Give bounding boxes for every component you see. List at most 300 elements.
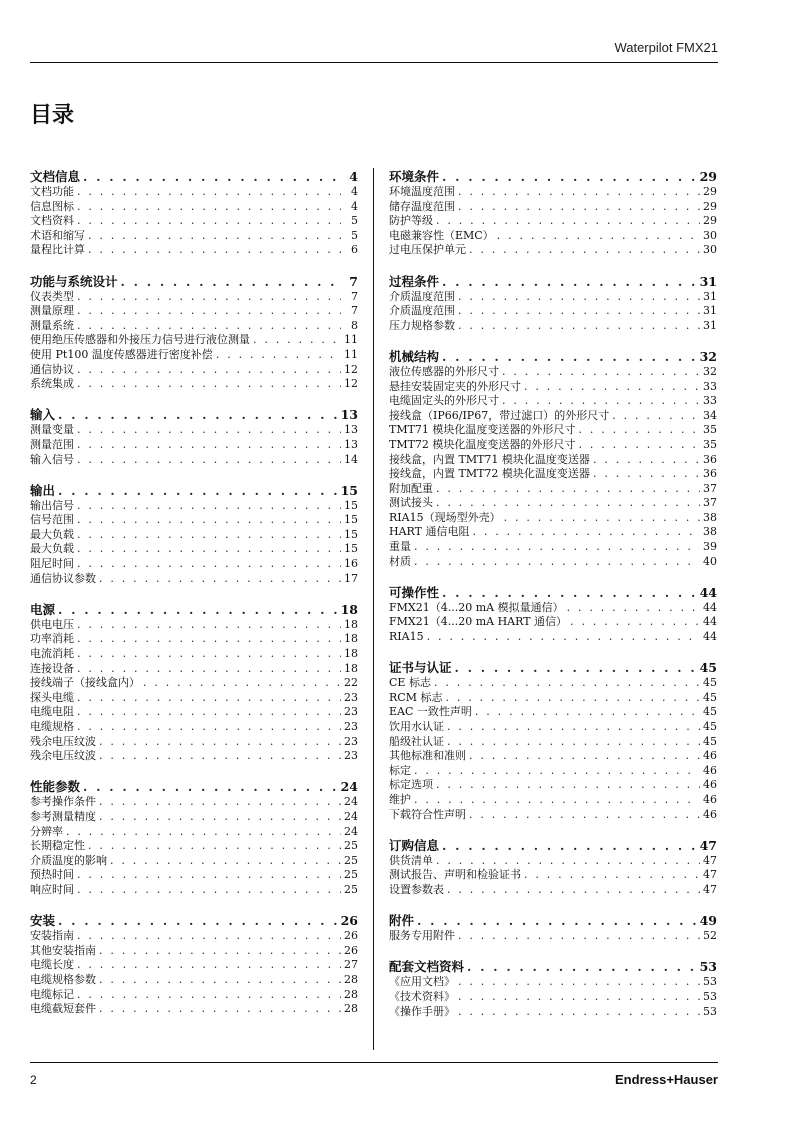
- toc-entry-title: 标定选项: [389, 778, 433, 792]
- toc-leader: [77, 304, 341, 319]
- toc-entry-title: 设置参数表: [389, 882, 444, 896]
- toc-section-heading[interactable]: [30, 912, 358, 929]
- toc-entry[interactable]: [30, 363, 358, 378]
- toc-leader: [442, 168, 697, 185]
- toc-entry[interactable]: [389, 394, 717, 409]
- toc-entry-page: 27: [344, 958, 358, 972]
- toc-leader: [458, 1005, 700, 1020]
- toc-section: [30, 168, 358, 258]
- toc-section-page: 4: [349, 169, 358, 184]
- toc-entry-page: 23: [344, 734, 358, 748]
- toc-entry[interactable]: [30, 438, 358, 453]
- toc-section-title: 附件: [389, 913, 415, 929]
- toc-entry[interactable]: [30, 618, 358, 633]
- toc-entry[interactable]: [30, 348, 358, 363]
- toc-leader: [83, 168, 341, 185]
- toc-section: [389, 348, 717, 569]
- toc-section-page: 26: [340, 913, 358, 929]
- toc-entry[interactable]: [30, 662, 358, 677]
- toc-leader: [77, 557, 341, 572]
- toc-leader: [77, 363, 341, 378]
- toc-leader: [436, 496, 700, 511]
- toc-entry[interactable]: [30, 810, 358, 825]
- toc-entry[interactable]: [30, 243, 358, 258]
- toc-leader: [612, 409, 700, 424]
- toc-entry[interactable]: [389, 525, 717, 540]
- toc-entry-title: 《应用文档》: [389, 975, 455, 989]
- toc-section-heading[interactable]: [389, 348, 717, 365]
- toc-entry[interactable]: [389, 749, 717, 764]
- toc-leader: [524, 868, 700, 883]
- toc-entry[interactable]: [30, 185, 358, 200]
- toc-entry-title: 电缆固定头的外形尺寸: [389, 394, 499, 408]
- footer-rule: [30, 1062, 718, 1063]
- toc-entry-page: 35: [703, 437, 717, 451]
- toc-leader: [578, 423, 700, 438]
- toc-leader: [458, 929, 700, 944]
- toc-entry-title: 通信协议参数: [30, 571, 96, 585]
- toc-leader: [77, 290, 341, 305]
- toc-entry[interactable]: [30, 200, 358, 215]
- toc-entry-page: 44: [703, 600, 717, 614]
- toc-entry[interactable]: [389, 676, 717, 691]
- toc-entry-title: 输出信号: [30, 498, 74, 512]
- toc-entry[interactable]: [389, 720, 717, 735]
- toc-entry-page: 23: [344, 690, 358, 704]
- toc-entry-title: 介质温度的影响: [30, 853, 107, 867]
- toc-entry[interactable]: [30, 825, 358, 840]
- toc-entry-page: 15: [344, 542, 358, 556]
- toc-entry-page: 38: [703, 525, 717, 539]
- toc-entry[interactable]: [389, 601, 717, 616]
- toc-entry-page: 29: [703, 185, 717, 198]
- toc-entry-page: 53: [703, 1004, 717, 1018]
- toc-section: [389, 584, 717, 645]
- toc-entry-page: 28: [344, 987, 358, 1001]
- toc-entry[interactable]: [389, 778, 717, 793]
- toc-entry[interactable]: [389, 705, 717, 720]
- toc-leader: [524, 380, 700, 395]
- toc-leader: [77, 513, 341, 528]
- toc-leader: [467, 958, 697, 975]
- toc-section-heading[interactable]: [30, 778, 358, 795]
- toc-entry[interactable]: [30, 647, 358, 662]
- toc-entry-page: 11: [344, 347, 358, 361]
- toc-section-page: 32: [699, 348, 717, 364]
- toc-entry[interactable]: [30, 499, 358, 514]
- toc-entry[interactable]: [30, 883, 358, 898]
- toc-entry-title: 介质温度范围: [389, 289, 455, 303]
- toc-leader: [593, 467, 700, 482]
- toc-entry[interactable]: [389, 808, 717, 823]
- toc-entry-title: 《技术资料》: [389, 989, 455, 1003]
- toc-leader: [442, 348, 697, 365]
- toc-entry-page: 15: [344, 513, 358, 527]
- toc-section-title: 输出: [30, 482, 56, 498]
- toc-leader: [458, 319, 700, 334]
- toc-entry[interactable]: [389, 243, 717, 258]
- toc-section-title: 性能参数: [30, 779, 81, 795]
- toc-leader: [77, 691, 341, 706]
- toc-entry-page: 29: [703, 214, 717, 228]
- toc-leader: [77, 499, 341, 514]
- toc-entry-page: 46: [703, 763, 717, 777]
- toc-leader: [77, 705, 341, 720]
- toc-entry-title: RIA15: [389, 630, 424, 644]
- toc-entry-title: 测量范围: [30, 437, 74, 451]
- toc-entry[interactable]: [389, 229, 717, 244]
- toc-leader: [455, 659, 697, 676]
- toc-entry-title: 输入信号: [30, 452, 74, 466]
- toc-entry-page: 16: [344, 557, 358, 571]
- toc-leader: [502, 394, 700, 409]
- toc-leader: [99, 735, 341, 750]
- toc-entry[interactable]: [389, 883, 717, 898]
- toc-entry-title: 参考测量精度: [30, 809, 96, 823]
- toc-entry-page: 4: [351, 185, 358, 198]
- toc-leader: [504, 511, 700, 526]
- toc-entry[interactable]: [30, 453, 358, 468]
- toc-entry-title: 测试报告、声明和检验证书: [389, 868, 521, 882]
- toc-entry[interactable]: [389, 214, 717, 229]
- toc-entry-title: 附加配重: [389, 481, 433, 495]
- toc-entry[interactable]: [30, 705, 358, 720]
- toc-entry-page: 8: [351, 318, 358, 332]
- toc-leader: [99, 944, 341, 959]
- toc-entry-title: 压力规格参数: [389, 318, 455, 332]
- toc-leader: [58, 912, 338, 929]
- toc-leader: [77, 377, 341, 392]
- toc-column-left: [30, 168, 358, 1031]
- toc-entry[interactable]: [389, 453, 717, 468]
- toc-entry[interactable]: [389, 423, 717, 438]
- toc-entry-title: 电缆长度: [30, 958, 74, 972]
- toc-entry-page: 47: [703, 868, 717, 882]
- toc-entry-page: 24: [344, 824, 358, 838]
- toc-entry-page: 5: [351, 214, 358, 228]
- toc-entry-title: 接线盒，内置 TMT72 模块化温度变送器: [389, 467, 590, 481]
- toc-entry-title: 术语和缩写: [30, 228, 85, 242]
- toc-entry-title: HART 通信电阻: [389, 525, 470, 539]
- toc-section-heading[interactable]: [30, 482, 358, 499]
- toc-entry[interactable]: [30, 839, 358, 854]
- toc-entry[interactable]: [30, 868, 358, 883]
- toc-entry-page: 40: [703, 554, 717, 568]
- toc-entry-title: 储存温度范围: [389, 199, 455, 213]
- toc-entry[interactable]: [30, 304, 358, 319]
- toc-entry[interactable]: [30, 676, 358, 691]
- toc-entry[interactable]: [389, 438, 717, 453]
- toc-entry-page: 23: [344, 705, 358, 719]
- toc-entry[interactable]: [389, 990, 717, 1005]
- toc-entry-title: 电缆规格参数: [30, 972, 96, 986]
- toc-entry-page: 46: [703, 807, 717, 821]
- toc-entry-title: 测试接头: [389, 496, 433, 510]
- toc-entry[interactable]: [389, 691, 717, 706]
- toc-section: [389, 912, 717, 944]
- toc-entry-page: 12: [344, 377, 358, 391]
- toc-entry-title: 重量: [389, 540, 411, 554]
- toc-entry-page: 29: [703, 199, 717, 213]
- toc-entry[interactable]: [389, 365, 717, 380]
- toc-leader: [414, 793, 700, 808]
- toc-entry[interactable]: [30, 854, 358, 869]
- toc-entry[interactable]: [30, 542, 358, 557]
- toc-entry-title: 接线端子（接线盒内）: [30, 676, 140, 690]
- toc-leader: [77, 319, 341, 334]
- toc-entry-title: 使用绝压传感器和外接压力信号进行液位测量: [30, 333, 250, 347]
- toc-entry[interactable]: [30, 377, 358, 392]
- toc-section-heading[interactable]: [389, 912, 717, 929]
- toc-entry[interactable]: [30, 795, 358, 810]
- toc-section-heading[interactable]: [389, 958, 717, 975]
- toc-entry[interactable]: [389, 380, 717, 395]
- toc-entry[interactable]: [389, 319, 717, 334]
- toc-entry-page: 33: [703, 379, 717, 393]
- toc-entry-title: 悬挂安装固定夹的外形尺寸: [389, 379, 521, 393]
- toc-entry[interactable]: [389, 764, 717, 779]
- toc-entry[interactable]: [389, 511, 717, 526]
- toc-entry[interactable]: [389, 185, 717, 200]
- toc-leader: [77, 618, 341, 633]
- toc-leader: [472, 525, 700, 540]
- toc-entry-page: 17: [344, 571, 358, 585]
- toc-entry-title: 最大负载: [30, 527, 74, 541]
- toc-leader: [427, 630, 700, 645]
- toc-section: [30, 601, 358, 764]
- toc-entry-title: 电缆电阻: [30, 705, 74, 719]
- toc-entry-page: 45: [703, 690, 717, 704]
- toc-leader: [434, 676, 700, 691]
- header-title: Waterpilot FMX21: [614, 40, 718, 55]
- toc-entry[interactable]: [30, 214, 358, 229]
- toc-entry-title: 阻尼时间: [30, 557, 74, 571]
- toc-entry-page: 5: [351, 228, 358, 242]
- toc-section-heading[interactable]: [389, 273, 717, 290]
- toc-entry[interactable]: [389, 1005, 717, 1020]
- toc-section-heading[interactable]: [30, 273, 358, 290]
- toc-entry[interactable]: [30, 528, 358, 543]
- toc-entry-title: 信息图标: [30, 199, 74, 213]
- toc-entry-page: 18: [344, 647, 358, 661]
- toc-column-right: [389, 168, 717, 1034]
- toc-entry-page: 24: [344, 795, 358, 809]
- toc-entry[interactable]: [389, 482, 717, 497]
- toc-entry-page: 53: [703, 989, 717, 1003]
- toc-entry[interactable]: [30, 290, 358, 305]
- toc-entry-title: EAC 一致性声明: [389, 705, 472, 719]
- toc-leader: [414, 540, 700, 555]
- toc-entry-page: 30: [703, 243, 717, 257]
- toc-entry[interactable]: [389, 854, 717, 869]
- toc-entry[interactable]: [389, 290, 717, 305]
- toc-section-page: 53: [699, 959, 717, 975]
- toc-entry[interactable]: [30, 557, 358, 572]
- toc-entry-page: 7: [351, 304, 358, 318]
- toc-entry-page: 25: [344, 839, 358, 853]
- toc-entry[interactable]: [30, 423, 358, 438]
- toc-entry-title: 测量原理: [30, 304, 74, 318]
- toc-entry-page: 31: [703, 289, 717, 303]
- toc-entry-page: 45: [703, 720, 717, 733]
- toc-entry-title: 文档资料: [30, 214, 74, 228]
- toc-leader: [77, 542, 341, 557]
- toc-section-heading[interactable]: [389, 168, 717, 185]
- toc-entry[interactable]: [389, 793, 717, 808]
- toc-entry-page: 7: [351, 289, 358, 303]
- toc-entry[interactable]: [30, 749, 358, 764]
- toc-leader: [77, 868, 341, 883]
- toc-entry[interactable]: [30, 735, 358, 750]
- toc-entry-title: RIA15（现场型外壳）: [389, 510, 501, 524]
- toc-entry-page: 18: [344, 617, 358, 631]
- toc-entry[interactable]: [30, 720, 358, 735]
- toc-entry[interactable]: [389, 735, 717, 750]
- toc-entry-page: 46: [703, 792, 717, 806]
- toc-entry-page: 14: [344, 452, 358, 466]
- toc-entry-page: 36: [703, 467, 717, 481]
- toc-entry[interactable]: [30, 691, 358, 706]
- toc-entry-title: 系统集成: [30, 377, 74, 391]
- toc-section-heading[interactable]: [389, 584, 717, 601]
- toc-entry[interactable]: [389, 467, 717, 482]
- toc-section-page: 15: [340, 482, 358, 498]
- toc-entry-page: 35: [703, 423, 717, 437]
- toc-entry-title: 响应时间: [30, 882, 74, 896]
- toc-entry-title: 其他标准和准则: [389, 749, 466, 763]
- toc-leader: [77, 929, 341, 944]
- toc-entry[interactable]: [30, 973, 358, 988]
- toc-entry[interactable]: [389, 868, 717, 883]
- toc-section-heading[interactable]: [30, 168, 358, 185]
- toc-entry-title: 长期稳定性: [30, 839, 85, 853]
- toc-leader: [497, 229, 700, 244]
- toc-entry-title: RCM 标志: [389, 690, 443, 704]
- toc-entry-page: 24: [344, 809, 358, 823]
- toc-entry-title: 接线盒，内置 TMT71 模块化温度变送器: [389, 452, 590, 466]
- toc-section-heading[interactable]: [389, 659, 717, 676]
- toc-entry-title: 量程比计算: [30, 243, 85, 257]
- page-title: 目录: [30, 102, 75, 128]
- toc-entry[interactable]: [389, 975, 717, 990]
- toc-section-page: 13: [340, 407, 358, 423]
- toc-entry-page: 45: [703, 705, 717, 719]
- toc-entry[interactable]: [389, 929, 717, 944]
- toc-entry-title: 电磁兼容性（EMC）: [389, 228, 494, 242]
- toc-entry[interactable]: [389, 409, 717, 424]
- toc-entry[interactable]: [30, 1002, 358, 1017]
- toc-entry[interactable]: [30, 929, 358, 944]
- toc-leader: [99, 795, 341, 810]
- toc-entry[interactable]: [30, 513, 358, 528]
- toc-entry[interactable]: [30, 958, 358, 973]
- toc-entry[interactable]: [389, 200, 717, 215]
- toc-entry-title: 使用 Pt100 温度传感器进行密度补偿: [30, 347, 213, 361]
- toc-entry-page: 45: [703, 734, 717, 748]
- toc-leader: [417, 912, 697, 929]
- toc-entry-title: 液位传感器的外形尺寸: [389, 364, 499, 378]
- toc-leader: [458, 185, 700, 200]
- toc-entry[interactable]: [389, 540, 717, 555]
- toc-entry-title: 测量系统: [30, 318, 74, 332]
- toc-entry[interactable]: [389, 496, 717, 511]
- toc-entry[interactable]: [389, 615, 717, 630]
- toc-leader: [475, 705, 700, 720]
- toc-entry-title: 信号范围: [30, 513, 74, 527]
- toc-entry[interactable]: [30, 988, 358, 1003]
- toc-section-title: 环境条件: [389, 169, 440, 184]
- toc-leader: [570, 615, 700, 630]
- toc-leader: [469, 749, 700, 764]
- toc-section-heading[interactable]: [389, 837, 717, 854]
- toc-section-title: 机械结构: [389, 348, 440, 364]
- toc-leader: [445, 691, 700, 706]
- toc-entry-title: 功率消耗: [30, 632, 74, 646]
- toc-entry-title: 测量变量: [30, 423, 74, 437]
- toc-entry-title: 其他安装指南: [30, 943, 96, 957]
- toc-entry-title: 服务专用附件: [389, 929, 455, 943]
- toc-section-page: 7: [349, 273, 358, 289]
- toc-section: [30, 273, 358, 392]
- toc-section-heading[interactable]: [30, 406, 358, 423]
- toc-entry-title: FMX21（4...20 mA 模拟量通信）: [389, 600, 564, 614]
- toc-entry[interactable]: [30, 944, 358, 959]
- toc-entry-page: 26: [344, 943, 358, 957]
- toc-section-page: 44: [699, 584, 717, 600]
- toc-section: [30, 406, 358, 467]
- toc-entry-title: 供货清单: [389, 853, 433, 867]
- toc-entry-title: 探头电缆: [30, 690, 74, 704]
- toc-entry-title: 《操作手册》: [389, 1004, 455, 1018]
- toc-entry-page: 13: [344, 423, 358, 437]
- toc-entry-title: 环境温度范围: [389, 185, 455, 198]
- toc-leader: [469, 808, 700, 823]
- toc-entry-title: 维护: [389, 792, 411, 806]
- toc-entry[interactable]: [30, 333, 358, 348]
- toc-entry[interactable]: [389, 555, 717, 570]
- toc-leader: [58, 406, 338, 423]
- toc-entry-title: 接线盒（IP66/IP67，带过滤口）的外形尺寸: [389, 408, 610, 422]
- toc-entry[interactable]: [30, 632, 358, 647]
- toc-entry-page: 4: [351, 199, 358, 213]
- footer-brand: Endress+Hauser: [615, 1072, 718, 1087]
- toc-leader: [88, 229, 341, 244]
- toc-entry[interactable]: [30, 229, 358, 244]
- toc-leader: [121, 273, 341, 290]
- toc-entry-page: 36: [703, 452, 717, 466]
- toc-entry[interactable]: [389, 630, 717, 645]
- toc-section: [30, 912, 358, 1017]
- toc-leader: [458, 200, 700, 215]
- toc-leader: [436, 854, 700, 869]
- toc-entry[interactable]: [389, 304, 717, 319]
- toc-section-page: 18: [340, 601, 358, 617]
- toc-section-title: 文档信息: [30, 169, 81, 184]
- toc-entry-title: 电缆截短套件: [30, 1002, 96, 1016]
- toc-section-heading[interactable]: [30, 601, 358, 618]
- toc-entry[interactable]: [30, 319, 358, 334]
- toc-entry-page: 28: [344, 972, 358, 986]
- toc-entry-page: 26: [344, 929, 358, 943]
- toc-leader: [442, 273, 697, 290]
- toc-section-page: 31: [699, 273, 717, 289]
- toc-entry[interactable]: [30, 572, 358, 587]
- toc-leader: [66, 825, 341, 840]
- toc-leader: [77, 958, 341, 973]
- toc-leader: [77, 214, 341, 229]
- toc-leader: [99, 749, 341, 764]
- toc-entry-title: 连接设备: [30, 661, 74, 675]
